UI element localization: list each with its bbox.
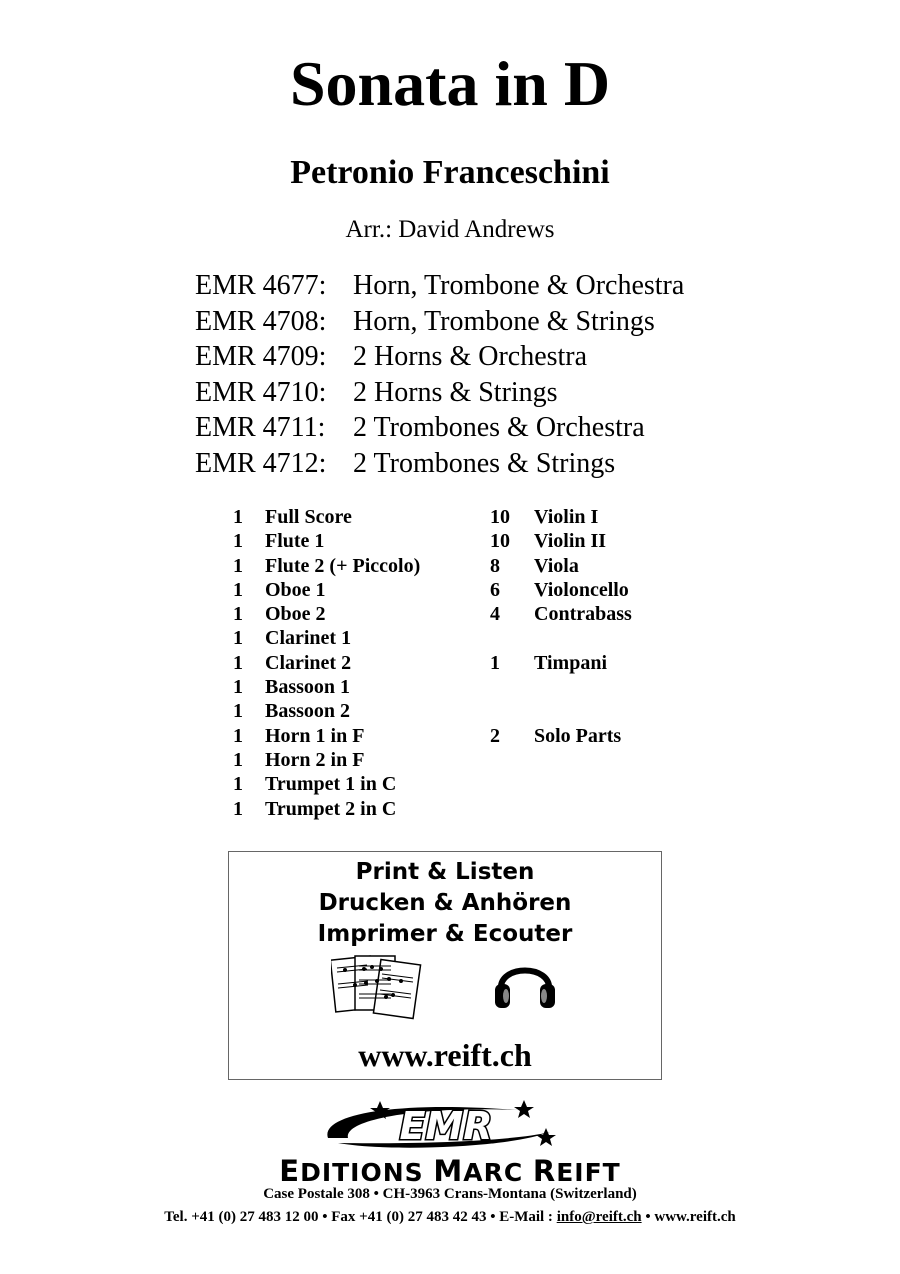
part-row <box>233 602 420 626</box>
part-name: Full Score <box>265 506 352 528</box>
part-name: Clarinet 2 <box>265 651 352 674</box>
part-name: Oboe 2 <box>265 603 326 626</box>
contact-website: • www.reift.ch <box>641 1209 736 1225</box>
promo-url: www.reift.ch <box>358 1037 532 1073</box>
part-name: Bassoon 2 <box>265 700 351 723</box>
part-row-spacer <box>490 626 632 650</box>
edition-description: 2 Horns & Orchestra <box>353 341 588 372</box>
email-link[interactable]: info@reift.ch <box>556 1209 642 1225</box>
composer: Petronio Franceschini <box>290 154 610 191</box>
part-quantity: 1 <box>233 554 243 577</box>
emr-logo <box>318 1098 562 1152</box>
part-quantity: 1 <box>233 603 243 626</box>
edition-description: 2 Trombones & Strings <box>353 447 616 479</box>
part-quantity: 8 <box>490 554 500 577</box>
part-row-spacer <box>490 675 632 699</box>
contact-phone-fax: Tel. +41 (0) 27 483 12 00 • Fax +41 (0) 27 483 42 43 • E-Mail : <box>164 1209 557 1225</box>
part-name: Horn 2 in F <box>265 748 365 771</box>
part-row <box>233 675 420 699</box>
publisher-contact <box>0 1210 900 1225</box>
edition-row <box>195 268 684 304</box>
part-row <box>490 724 632 748</box>
part-quantity: 1 <box>233 530 243 553</box>
page-title: Sonata in D <box>289 48 611 119</box>
parts-list-right <box>490 505 632 748</box>
part-quantity: 1 <box>233 651 243 674</box>
publisher-name-part: E <box>279 1154 301 1188</box>
part-name: Timpani <box>534 651 607 674</box>
part-name: Violoncello <box>534 578 629 601</box>
part-quantity: 4 <box>490 603 500 626</box>
edition-row <box>195 339 684 375</box>
arranger: Arr.: David Andrews <box>345 216 555 243</box>
part-quantity: 1 <box>233 676 243 699</box>
edition-row <box>195 304 684 340</box>
part-name: Flute 1 <box>265 530 325 553</box>
edition-description: Horn, Trombone & Strings <box>353 305 655 337</box>
part-row <box>233 772 420 796</box>
part-name: Viola <box>534 554 579 577</box>
part-row <box>490 529 632 553</box>
part-quantity: 10 <box>490 530 510 553</box>
part-quantity: 10 <box>490 506 510 528</box>
part-row <box>233 724 420 748</box>
edition-code: EMR 4710: <box>195 376 327 408</box>
part-row <box>233 529 420 553</box>
part-row-spacer <box>490 699 632 723</box>
part-name: Horn 1 in F <box>265 724 365 747</box>
part-quantity: 1 <box>490 651 500 674</box>
part-quantity: 1 <box>233 627 243 650</box>
part-row <box>233 699 420 723</box>
publisher-name-part: EIFT <box>556 1158 621 1187</box>
part-name: Solo Parts <box>534 724 622 747</box>
part-quantity: 1 <box>233 724 243 747</box>
part-name: Violin I <box>534 506 599 528</box>
edition-code: EMR 4708: <box>195 305 327 337</box>
edition-description: Horn, Trombone & Orchestra <box>353 270 685 301</box>
part-name: Oboe 1 <box>265 578 326 601</box>
edition-list <box>195 268 684 481</box>
publisher-name <box>0 1154 900 1188</box>
edition-row <box>195 446 684 482</box>
promo-line-french: Imprimer & Ecouter <box>317 921 573 947</box>
part-name: Contrabass <box>534 603 632 626</box>
part-name: Clarinet 1 <box>265 627 352 650</box>
part-quantity: 1 <box>233 700 243 723</box>
publisher-name-part: DITIONS <box>300 1158 434 1187</box>
emr-logo-text: EMR <box>399 1104 493 1148</box>
headphones-icon <box>492 950 558 1012</box>
edition-row <box>195 375 684 411</box>
part-row <box>233 554 420 578</box>
edition-code: EMR 4711: <box>195 412 326 443</box>
part-row <box>233 797 420 821</box>
part-row <box>490 578 632 602</box>
part-name: Violin II <box>534 530 607 553</box>
publisher-address: Case Postale 308 • CH-3963 Crans-Montana (Switzerland) <box>263 1186 637 1202</box>
part-quantity: 1 <box>233 578 243 601</box>
edition-row <box>195 410 684 446</box>
part-quantity: 6 <box>490 578 500 601</box>
part-quantity: 1 <box>233 748 243 771</box>
promo-line-german: Drucken & Anhören <box>318 890 572 916</box>
parts-list-left <box>233 505 420 821</box>
part-name: Flute 2 (+ Piccolo) <box>265 554 421 577</box>
part-row <box>233 505 420 529</box>
part-row <box>233 578 420 602</box>
part-name: Trumpet 1 in C <box>265 773 397 796</box>
publisher-name-part: M <box>433 1154 464 1188</box>
promo-line-english: Print & Listen <box>355 859 535 885</box>
publisher-name-part: R <box>532 1154 557 1188</box>
part-quantity: 1 <box>233 506 243 528</box>
edition-code: EMR 4712: <box>195 447 327 479</box>
part-row <box>490 602 632 626</box>
part-quantity: 1 <box>233 773 243 796</box>
part-row <box>233 626 420 650</box>
sheet-music-icon <box>331 952 423 1024</box>
part-name: Trumpet 2 in C <box>265 797 397 820</box>
part-row <box>233 748 420 772</box>
part-row <box>490 554 632 578</box>
edition-description: 2 Trombones & Orchestra <box>353 412 645 443</box>
part-row <box>233 651 420 675</box>
part-quantity: 2 <box>490 724 500 747</box>
part-quantity: 1 <box>233 797 243 820</box>
publisher-name-part: ARC <box>463 1158 533 1187</box>
edition-code: EMR 4709: <box>195 341 327 372</box>
part-row <box>490 651 632 675</box>
part-row <box>490 505 632 529</box>
edition-description: 2 Horns & Strings <box>353 376 558 408</box>
edition-code: EMR 4677: <box>195 270 327 301</box>
part-name: Bassoon 1 <box>265 676 351 699</box>
print-listen-box <box>228 851 662 1080</box>
